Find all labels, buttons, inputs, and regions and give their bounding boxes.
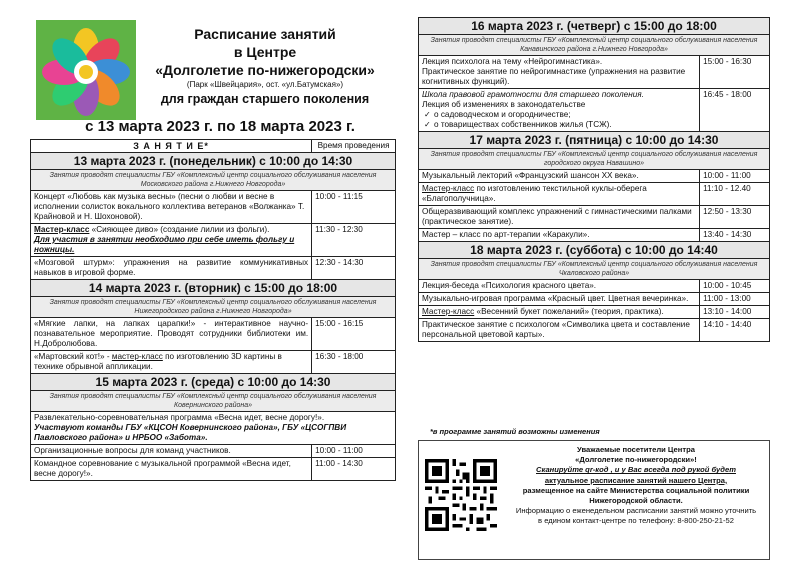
flower-logo — [36, 20, 136, 120]
notice-line: Уважаемые посетители Центра — [577, 445, 695, 454]
event-text: «Сияющее диво» (создание лилии из фольги). — [89, 225, 270, 234]
event-text: Организационные вопросы для команд участников. — [31, 445, 312, 458]
table-header-row — [31, 140, 396, 153]
event-note: Для участия в занятии необходимо при себе иметь фольгу и ножницы. — [34, 235, 295, 254]
event-time: 14:10 - 14:40 — [700, 319, 770, 342]
event-text: Командное соревнование с музыкальной программой «Весна идет, весне дорогу!». — [31, 458, 312, 481]
event-time: 11:10 - 12.40 — [700, 183, 770, 206]
event-time: 11:30 - 12:30 — [312, 224, 396, 257]
event-time: 11:00 - 13:00 — [700, 293, 770, 306]
event-time: 10:00 - 11:00 — [700, 170, 770, 183]
table-row — [419, 280, 770, 293]
day-title: 18 марта 2023 г. (суббота) с 10:00 до 14:40 — [419, 242, 770, 259]
event-prefix: Мастер-класс — [422, 307, 475, 316]
day-organizer: Занятия проводят специалисты ГБУ «Комплексный центр социального обслуживания населения городского округа Навашино» — [419, 149, 770, 170]
table-row — [31, 458, 396, 481]
event-prefix: Мастер-класс — [34, 225, 90, 234]
event-time: 10:00 - 11:00 — [312, 445, 396, 458]
event-note: Участвуют команды ГБУ «КЦСОН Ковернинского района», ГБУ «ЦСОГПВИ Павловского района» и НРБОО «Забота». — [34, 423, 347, 442]
event-time: 16:45 - 18:00 — [700, 89, 770, 132]
event-cell — [31, 412, 396, 445]
schedule-subtitle: в Центре — [233, 44, 297, 60]
event-cell — [419, 56, 700, 89]
event-time: 15:00 - 16:30 — [700, 56, 770, 89]
table-row — [419, 89, 770, 132]
day-title: 15 марта 2023 г. (среда) с 10:00 до 14:30 — [31, 374, 396, 391]
date-range: с 13 марта 2023 г. по 18 марта 2023 г. — [85, 118, 355, 135]
audience-line: для граждан старшего поколения — [160, 92, 370, 106]
day-organizer: Занятия проводят специалисты ГБУ «Комплексный центр социального обслуживания населения Чкаловского района» — [419, 259, 770, 280]
table-row — [419, 56, 770, 89]
event-time: 16:30 - 18:00 — [312, 351, 396, 374]
table-row — [31, 351, 396, 374]
table-row — [419, 293, 770, 306]
event-text: «Мартовский кот!» - — [34, 352, 112, 361]
event-text: Концерт «Любовь как музыка весны» (песни о любви и весне в исполнении солисток вокального коллектива ветеранов «Волжанка» Т. Крайновой и Н. Шохоновой). — [31, 191, 312, 224]
center-name: «Долголетие по-нижегородски» — [155, 62, 375, 78]
event-time: 15:00 - 16:15 — [312, 318, 396, 351]
event-text: «Мозговой штурм»: упражнения на развитие коммуникативных навыков в игровой форме. — [31, 257, 312, 280]
day-organizer: Занятия проводят специалисты ГБУ «Комплексный центр социального обслуживания населения Нижегородского района г.Нижнего Новгорода» — [31, 297, 396, 318]
event-text: Мастер – класс по арт-терапии «Каракули». — [419, 229, 700, 242]
footnote: *в программе занятий возможны изменения — [430, 427, 600, 436]
notice-line: «Долголетие по-нижегородски»! — [575, 455, 697, 465]
event-time: 11:00 - 14:30 — [312, 458, 396, 481]
event-prefix: мастер-класс — [111, 352, 163, 361]
event-text-cont: по изготовлению 3D картины в технике обрывной аппликации. — [34, 352, 282, 371]
event-cell — [31, 351, 312, 374]
col-time-header: Время проведения — [312, 140, 396, 153]
notice-line: в едином контакт-центре по телефону: 8-800-250-21-52 — [538, 516, 734, 526]
event-time: 10:00 - 11:15 — [312, 191, 396, 224]
table-row — [419, 229, 770, 242]
event-time: 12:30 - 14:30 — [312, 257, 396, 280]
schedule-title: Расписание занятий — [194, 26, 336, 42]
day-organizer: Занятия проводят специалисты ГБУ «Комплексный центр социального обслуживания населения Московского района г.Нижнего Новгорода» — [31, 170, 396, 191]
table-row — [419, 170, 770, 183]
notice-text — [507, 445, 765, 527]
event-text: Лекция-беседа «Психология красного цвета». — [419, 280, 700, 293]
table-row — [419, 306, 770, 319]
schedule-table-left — [30, 139, 396, 481]
event-text: Общеразвивающий комплекс упражнений с гимнастическими палками (практическое занятие). — [419, 206, 700, 229]
notice-line: Нижегородской области. — [589, 496, 683, 506]
table-row — [31, 257, 396, 280]
event-text: «Весенний букет пожеланий» (теория, практика). — [474, 307, 664, 316]
center-address: (Парк «Швейцария», ост. «ул.Батумская») — [186, 80, 344, 89]
event-text: Лекция психолога на тему «Нейрогимнастика». — [422, 57, 603, 66]
notice-line: Информацию о еженедельном расписании занятий можно уточнить — [515, 506, 757, 516]
table-row — [419, 319, 770, 342]
table-row — [419, 183, 770, 206]
table-row — [419, 206, 770, 229]
event-bullet: ✓ о садоводческом и огородничестве; — [422, 110, 696, 120]
event-cell — [419, 183, 700, 206]
notice-line: актуальное расписание занятий нашего Центра, — [544, 475, 728, 485]
table-row — [31, 412, 396, 445]
event-text: «Мягкие лапки, на лапках царапки!» - интерактивное научно-познавательное мероприятие. Проводят сотрудники библиотеки им. Н.Добролюбова. — [31, 318, 312, 351]
table-row — [31, 445, 396, 458]
event-cell — [419, 306, 700, 319]
day-title: 16 марта 2023 г. (четверг) с 15:00 до 18:00 — [419, 18, 770, 35]
day-title: 17 марта 2023 г. (пятница) с 10:00 до 14:30 — [419, 132, 770, 149]
event-text: по изготовлению текстильной куклы-оберега «Благополучница». — [422, 184, 647, 203]
event-text: Развлекательно-соревновательная программа «Весна идет, весне дорогу!». — [34, 413, 325, 422]
table-row — [31, 224, 396, 257]
day-organizer: Занятия проводят специалисты ГБУ «Комплексный центр социального обслуживания населения Ковернинского района» — [31, 391, 396, 412]
event-prefix: Мастер-класс — [422, 184, 475, 193]
event-cell — [419, 89, 700, 132]
event-bullet: ✓ о товариществах собственников жилья (ТСЖ). — [422, 120, 696, 130]
table-row — [31, 191, 396, 224]
qr-notice-box — [418, 440, 770, 560]
event-text-cont: Практическое занятие по нейрогимнастике (упражнения на развитие когнитивных функций). — [422, 67, 686, 86]
table-row — [31, 318, 396, 351]
day-title: 14 марта 2023 г. (вторник) с 15:00 до 18:00 — [31, 280, 396, 297]
notice-line: размещенное на сайте Министерства социальной политики — [522, 485, 750, 495]
day-organizer: Занятия проводят специалисты ГБУ «Комплексный центр социального обслуживания населения Канавинского района г.Нижнего Новгорода» — [419, 35, 770, 56]
event-text: Музыкальный лекторий «Французский шансон XX века». — [419, 170, 700, 183]
event-text: Практическое занятие с психологом «Символика цвета и составление персональной цветовой карты». — [419, 319, 700, 342]
event-cell — [31, 224, 312, 257]
event-text: Музыкально-игровая программа «Красный цвет. Цветная вечеринка». — [419, 293, 700, 306]
qr-code-icon[interactable] — [425, 459, 497, 531]
event-time: 12:50 - 13:30 — [700, 206, 770, 229]
event-text-cont: Лекция об изменениях в законодательстве — [422, 100, 586, 109]
col-activity-header: З А Н Я Т И Е* — [31, 140, 312, 153]
event-time: 10:00 - 10:45 — [700, 280, 770, 293]
event-text: Школа правовой грамотности для старшего поколения. — [422, 90, 644, 99]
event-time: 13:40 - 14:30 — [700, 229, 770, 242]
event-time: 13:10 - 14:00 — [700, 306, 770, 319]
schedule-table-right — [418, 17, 770, 342]
notice-line: Сканируйте qr-код , и у Вас всегда под рукой будет — [536, 465, 736, 475]
day-title: 13 марта 2023 г. (понедельник) с 10:00 до 14:30 — [31, 153, 396, 170]
